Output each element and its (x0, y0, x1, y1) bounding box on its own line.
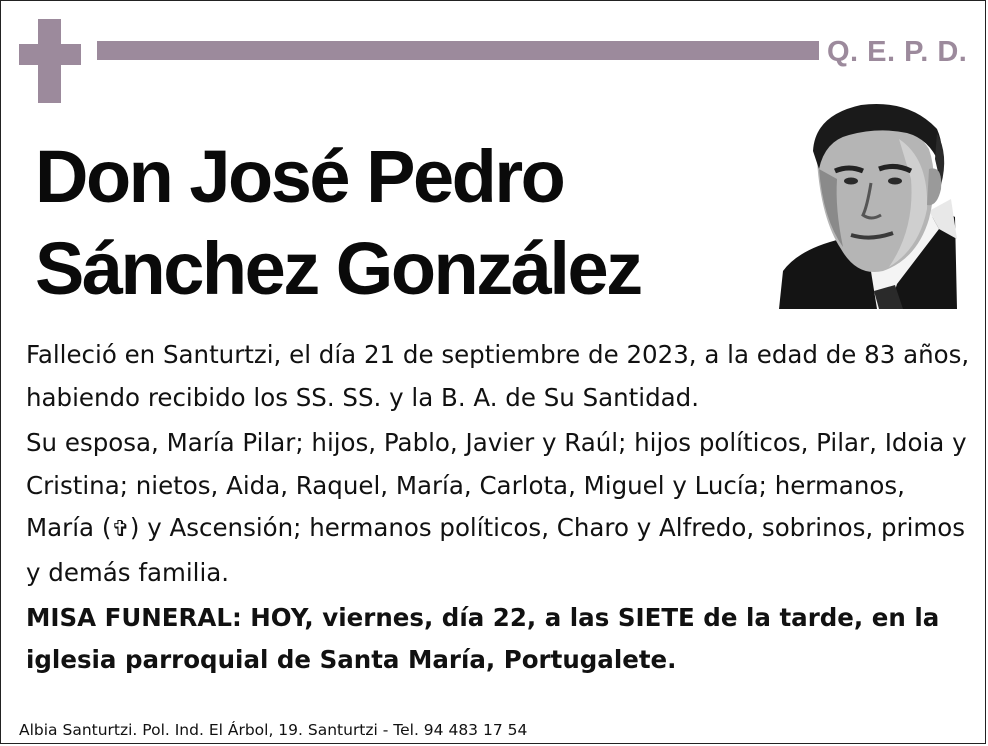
deceased-portrait (779, 99, 957, 309)
deceased-name-line-2: Sánchez González (35, 227, 641, 310)
qepd-label: Q. E. P. D. (827, 36, 968, 68)
death-notice-paragraph: Falleció en Santurtzi, el día 21 de septiembre de 2023, a la edad de 83 años, habiendo recibido los SS. SS. y la B. A. de Su Santidad. (26, 340, 970, 412)
family-text-after: ) y Ascensión; hermanos políticos, Charo y Alfredo, sobrinos, primos y demás familia. (26, 513, 966, 587)
header-rule (97, 41, 819, 60)
obituary-text (26, 334, 974, 684)
family-paragraph (26, 422, 974, 594)
funeral-home-footer: Albia Santurtzi. Pol. Ind. El Árbol, 19. Santurtzi - Tel. 94 483 17 54 (19, 721, 528, 739)
deceased-name (35, 131, 735, 315)
cross-horizontal-beam (19, 44, 81, 65)
latin-cross-icon (19, 19, 81, 103)
small-cross-icon: ✞ (111, 517, 130, 542)
portrait-image (779, 99, 957, 309)
family-text-before: Su esposa, María Pilar; hijos, Pablo, Javier y Raúl; hijos políticos, Pilar, Idoia y Cristina; nietos, Aida, Raquel, María, Carlota, Miguel y Lucía; hermanos, María ( (26, 428, 967, 542)
funeral-mass-paragraph: MISA FUNERAL: HOY, viernes, día 22, a las SIETE de la tarde, en la iglesia parroquial de Santa María, Portugalete. (26, 603, 940, 674)
deceased-name-line-1: Don José Pedro (35, 135, 564, 218)
